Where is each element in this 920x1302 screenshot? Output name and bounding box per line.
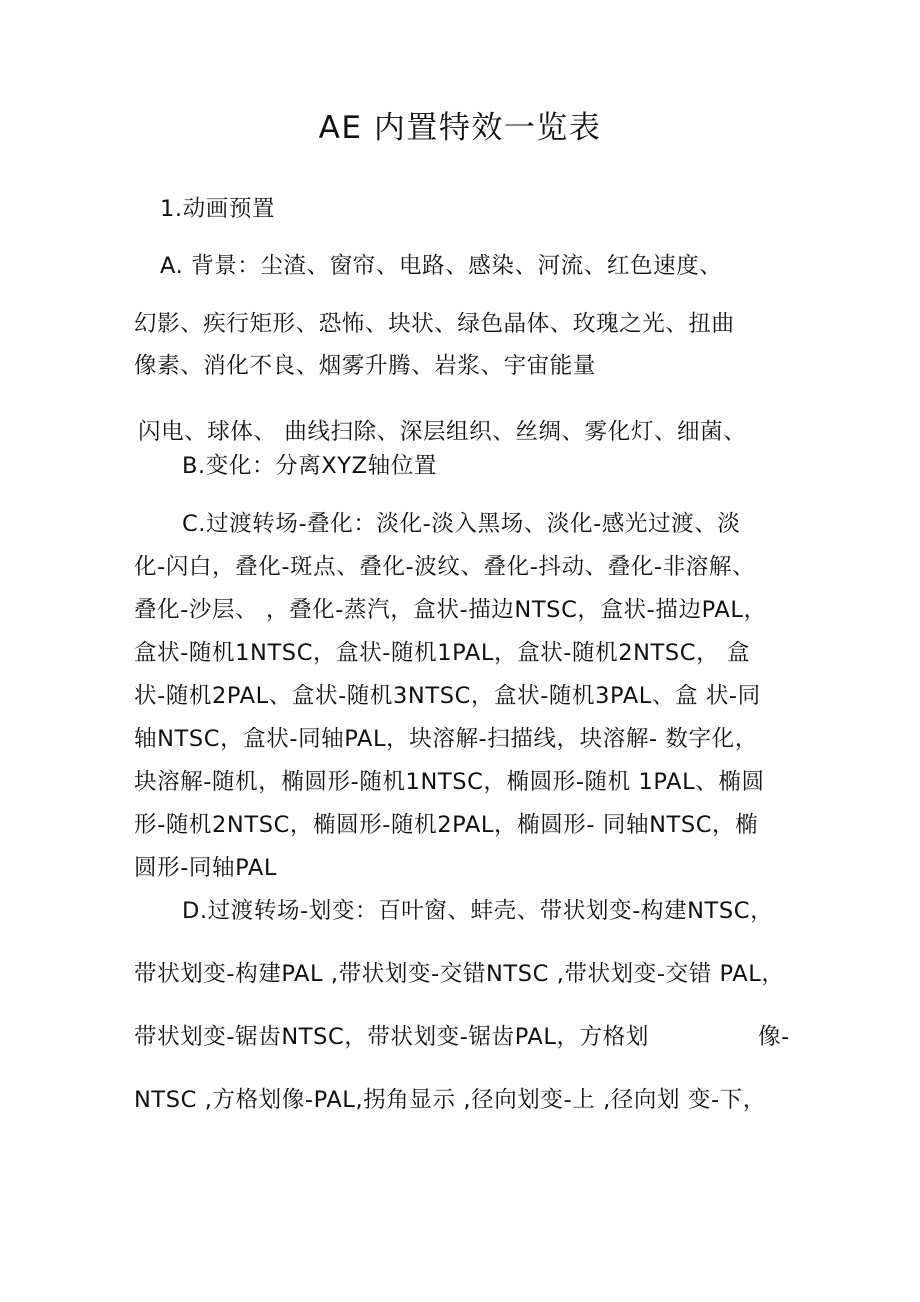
paragraph-line: 幻影、疾行矩形、恐怖、块状、绿色晶体、玫瑰之光、扭曲 bbox=[134, 311, 735, 337]
paragraph-line: 轴NTSC，盒状-同轴PAL，块溶解-扫描线，块溶解- 数字化， bbox=[134, 726, 758, 752]
paragraph-line: 叠化-沙层、 ，叠化-蒸汽，盒状-描边NTSC，盒状-描边PAL， bbox=[134, 597, 767, 623]
paragraph-line: 状-随机2PAL、盒状-随机3NTSC，盒状-随机3PAL、盒 状-同 bbox=[134, 683, 761, 709]
section-heading: 1.动画预置 bbox=[160, 196, 276, 222]
paragraph-line: 带状划变-构建PAL ,带状划变-交错NTSC ,带状划变-交错 PAL， bbox=[134, 961, 785, 987]
paragraph-line: 带状划变-锯齿NTSC，带状划变-锯齿PAL，方格划 bbox=[134, 1024, 649, 1050]
paragraph-line: 块溶解-随机，椭圆形-随机1NTSC，椭圆形-随机 1PAL、椭圆 bbox=[134, 769, 765, 795]
paragraph-line: D.过渡转场-划变：百叶窗、蚌壳、带状划变-构建NTSC， bbox=[182, 898, 774, 924]
paragraph-line: C.过渡转场-叠化：淡化-淡入黑场、淡化-感光过渡、淡 bbox=[182, 511, 741, 537]
paragraph-line: 像素、消化不良、烟雾升腾、岩浆、宇宙能量 bbox=[134, 353, 597, 379]
paragraph-line: 形-随机2NTSC，椭圆形-随机2PAL，椭圆形- 同轴NTSC，椭 bbox=[134, 812, 759, 838]
paragraph-line: NTSC ,方格划像-PAL,拐角显示 ,径向划变-上 ,径向划 变-下， bbox=[134, 1087, 766, 1113]
paragraph-line: B.变化：分离XYZ轴位置 bbox=[182, 453, 437, 479]
paragraph-line: 化-闪白，叠化-斑点、叠化-波纹、叠化-抖动、叠化-非溶解、 bbox=[134, 554, 756, 580]
paragraph-line: 盒状-随机1NTSC，盒状-随机1PAL，盒状-随机2NTSC， 盒 bbox=[134, 640, 751, 666]
paragraph-line: 闪电、球体、 曲线扫除、深层组织、丝绸、雾化灯、细菌、 bbox=[138, 419, 747, 445]
paragraph-line: A. 背景：尘渣、窗帘、电路、感染、河流、红色速度、 bbox=[160, 253, 723, 279]
document-title: AE 内置特效一览表 bbox=[318, 110, 602, 146]
paragraph-line: 圆形-同轴PAL bbox=[134, 855, 277, 881]
paragraph-line: 像- bbox=[758, 1024, 790, 1050]
